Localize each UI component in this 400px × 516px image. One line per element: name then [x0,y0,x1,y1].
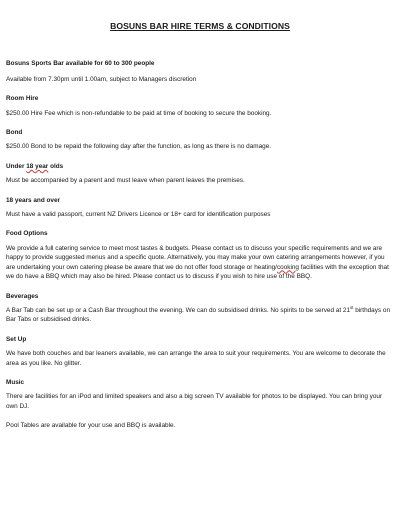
set-up-text: We have both couches and bar leaners available, we can arrange the area to suit your requirements. You are welcome to decorate the area as you like. No glitter. [6,350,386,367]
spellcheck-underline: 18 year [26,162,49,170]
under-18-heading-pre: Under [6,162,27,170]
beverages-text [6,306,394,325]
set-up-heading: Set Up [6,335,27,343]
under-18-heading-post: olds [48,162,64,170]
intro-heading: Bosuns Sports Bar available for 60 to 300 people [6,60,155,68]
food-options-text-post: facilities with the exception that we do have a BBQ which may also be hired. Please contact us to discuss if you wish to hire use of the BBQ. [6,263,389,281]
room-hire-heading: Room Hire [6,95,39,103]
food-options-text [6,244,394,282]
document-title: BOSUNS BAR HIRE TERMS & CONDITIONS [110,21,290,31]
beverages-text-post: birthdays on Bar Tabs or subsidised drinks. [6,306,391,324]
beverages-text-pre: A Bar Tab can be set up or a Cash Bar throughout the evening. We can do subsidised drinks. No spirits to be served at 21 [6,306,350,314]
bond-heading: Bond [6,129,23,137]
pool-tables-text: Pool Tables are available for your use and BBQ is available. [6,422,176,430]
bond-text: $250.00 Bond to be repaid the following day after the function, as long as there is no damage. [6,143,272,151]
room-hire-text: $250.00 Hire Fee which is non-refundable to be paid at time of booking to secure the booking. [6,109,272,117]
food-options-heading: Food Options [6,230,48,238]
ordinal-suffix: st [350,304,354,310]
under-18-text: Must be accompanied by a parent and must leave when parent leaves the premises. [6,177,245,185]
intro-text: Available from 7.30pm until 1.00am, subject to Managers discretion [6,75,197,83]
music-text: There are facilities for an iPod and limited speakers and also a big screen TV available for photos to be displayed. You can bring your own DJ. [6,393,383,410]
beverages-heading: Beverages [6,292,39,300]
over-18-heading: 18 years and over [6,196,60,204]
food-options-text-pre: We provide a full catering service to meet most tastes & budgets. Please contact us to discuss your specific requirements and we are happy to provide suggested menus and a specific quote. Alternatively, you may make your own catering arrangements however, if you are undertaking your own catering please be aware that we do not offer food storage or heating/ [6,244,385,271]
spellcheck-underline: cooking [276,263,299,271]
over-18-text: Must have a valid passport, current NZ Drivers Licence or 18+ card for identification purposes [6,211,271,219]
under-18-heading [6,162,394,171]
music-heading: Music [6,378,25,386]
